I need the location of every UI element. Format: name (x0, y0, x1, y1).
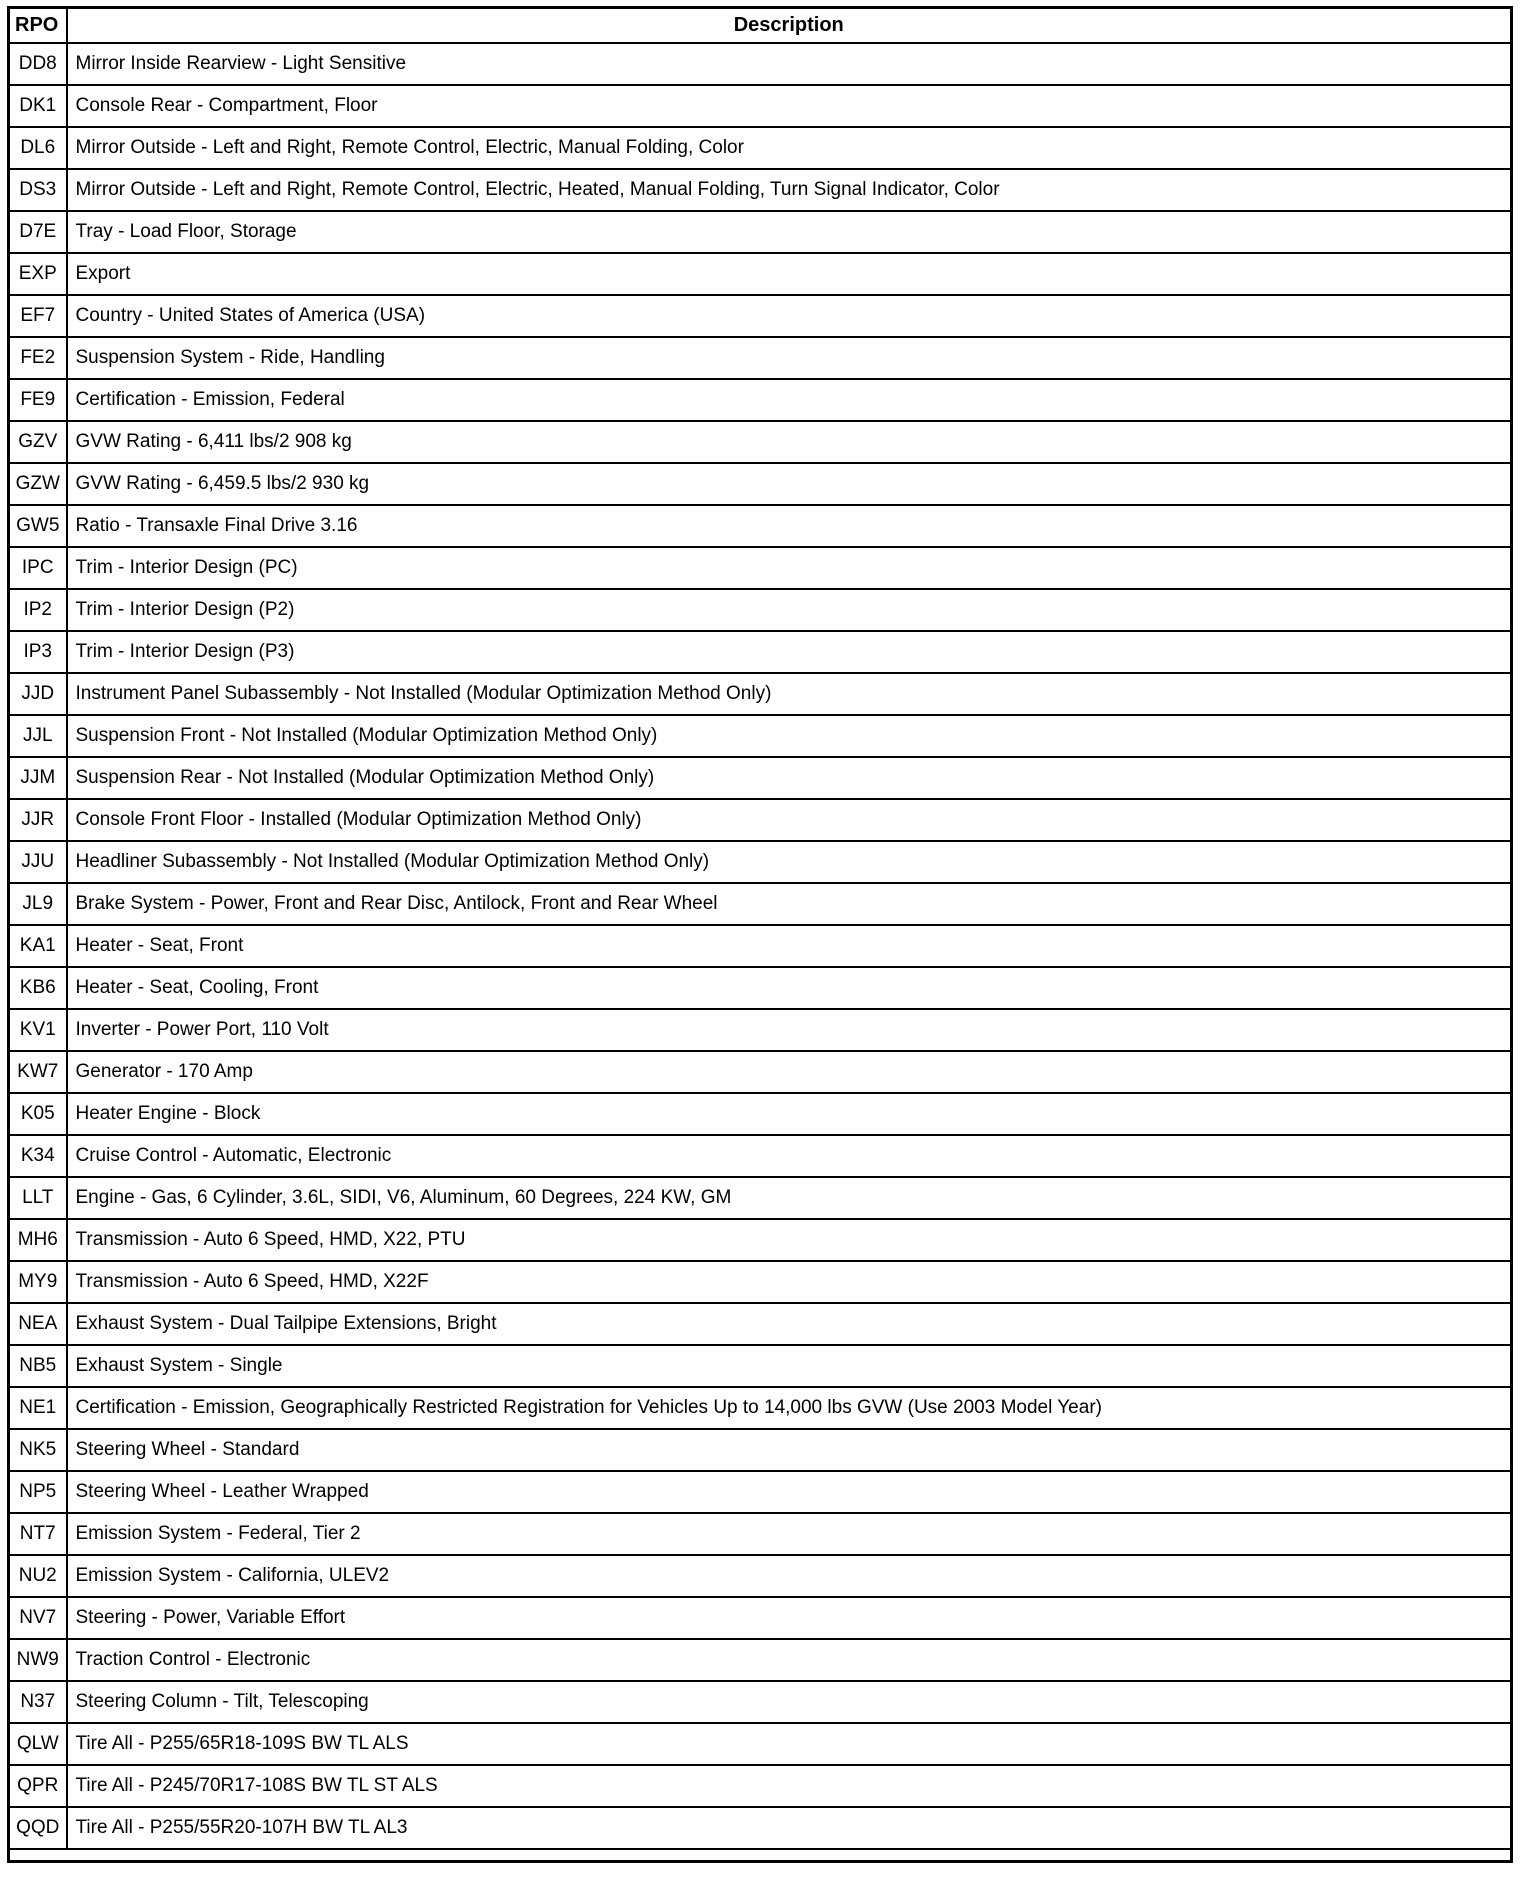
description-cell: Steering Wheel - Standard (67, 1429, 1512, 1471)
description-cell: Tire All - P255/65R18-109S BW TL ALS (67, 1723, 1512, 1765)
rpo-code-cell: DS3 (9, 169, 67, 211)
table-footer (9, 1849, 1512, 1861)
description-cell: Heater Engine - Block (67, 1093, 1512, 1135)
rpo-code-cell: NEA (9, 1303, 67, 1345)
rpo-code-cell: FE2 (9, 337, 67, 379)
description-cell: Transmission - Auto 6 Speed, HMD, X22F (67, 1261, 1512, 1303)
table-row (9, 1051, 1512, 1093)
rpo-code-cell: DD8 (9, 43, 67, 85)
table-row (9, 1303, 1512, 1345)
table-row (9, 757, 1512, 799)
table-row (9, 1261, 1512, 1303)
table-row (9, 1513, 1512, 1555)
description-cell: Headliner Subassembly - Not Installed (Modular Optimization Method Only) (67, 841, 1512, 883)
rpo-code-cell: JJD (9, 673, 67, 715)
description-cell: Tire All - P245/70R17-108S BW TL ST ALS (67, 1765, 1512, 1807)
description-cell: Instrument Panel Subassembly - Not Installed (Modular Optimization Method Only) (67, 673, 1512, 715)
table-row (9, 211, 1512, 253)
table-row (9, 1555, 1512, 1597)
rpo-code-cell: MY9 (9, 1261, 67, 1303)
table-row (9, 1597, 1512, 1639)
table-row (9, 883, 1512, 925)
rpo-code-cell: IP3 (9, 631, 67, 673)
rpo-code-cell: QLW (9, 1723, 67, 1765)
table-row (9, 1429, 1512, 1471)
description-cell: Certification - Emission, Federal (67, 379, 1512, 421)
description-cell: Brake System - Power, Front and Rear Disc, Antilock, Front and Rear Wheel (67, 883, 1512, 925)
table-row (9, 1723, 1512, 1765)
description-cell: Trim - Interior Design (P2) (67, 589, 1512, 631)
table-row (9, 1093, 1512, 1135)
description-cell: Mirror Outside - Left and Right, Remote Control, Electric, Manual Folding, Color (67, 127, 1512, 169)
table-header-row (9, 8, 1512, 44)
description-cell: Console Front Floor - Installed (Modular Optimization Method Only) (67, 799, 1512, 841)
table-row (9, 421, 1512, 463)
description-cell: Steering - Power, Variable Effort (67, 1597, 1512, 1639)
description-cell: Mirror Inside Rearview - Light Sensitive (67, 43, 1512, 85)
description-cell: Ratio - Transaxle Final Drive 3.16 (67, 505, 1512, 547)
table-row (9, 589, 1512, 631)
description-cell: Emission System - California, ULEV2 (67, 1555, 1512, 1597)
rpo-code-cell: IP2 (9, 589, 67, 631)
rpo-code-cell: GZV (9, 421, 67, 463)
table-row (9, 1009, 1512, 1051)
table-row (9, 43, 1512, 85)
rpo-code-cell: NP5 (9, 1471, 67, 1513)
description-cell: Trim - Interior Design (PC) (67, 547, 1512, 589)
table-row (9, 1765, 1512, 1807)
table-row (9, 1177, 1512, 1219)
rpo-code-cell: LLT (9, 1177, 67, 1219)
table-row (9, 127, 1512, 169)
rpo-code-cell: JJM (9, 757, 67, 799)
bottom-spacer-cell (9, 1849, 1512, 1861)
description-cell: GVW Rating - 6,459.5 lbs/2 930 kg (67, 463, 1512, 505)
table-row (9, 463, 1512, 505)
table-row (9, 1639, 1512, 1681)
table-body (9, 43, 1512, 1849)
description-cell: Export (67, 253, 1512, 295)
rpo-code-cell: KV1 (9, 1009, 67, 1051)
table-row (9, 1807, 1512, 1849)
rpo-code-cell: GW5 (9, 505, 67, 547)
rpo-code-cell: NU2 (9, 1555, 67, 1597)
rpo-code-cell: DK1 (9, 85, 67, 127)
description-column-header: Description (67, 8, 1512, 44)
rpo-code-cell: DL6 (9, 127, 67, 169)
description-cell: Suspension System - Ride, Handling (67, 337, 1512, 379)
description-cell: GVW Rating - 6,411 lbs/2 908 kg (67, 421, 1512, 463)
description-cell: Generator - 170 Amp (67, 1051, 1512, 1093)
rpo-code-cell: EF7 (9, 295, 67, 337)
rpo-code-cell: JL9 (9, 883, 67, 925)
description-cell: Inverter - Power Port, 110 Volt (67, 1009, 1512, 1051)
bottom-spacer-row (9, 1849, 1512, 1861)
table-row (9, 169, 1512, 211)
rpo-code-cell: JJL (9, 715, 67, 757)
table-row (9, 85, 1512, 127)
table-row (9, 295, 1512, 337)
table-row (9, 631, 1512, 673)
table-row (9, 673, 1512, 715)
table-row (9, 1387, 1512, 1429)
rpo-code-cell: QPR (9, 1765, 67, 1807)
rpo-code-cell: NE1 (9, 1387, 67, 1429)
description-cell: Suspension Rear - Not Installed (Modular Optimization Method Only) (67, 757, 1512, 799)
rpo-code-cell: EXP (9, 253, 67, 295)
table-row (9, 1681, 1512, 1723)
description-cell: Certification - Emission, Geographically Restricted Registration for Vehicles Up to 14,000 lbs GVW (Use 2003 Model Year) (67, 1387, 1512, 1429)
description-cell: Engine - Gas, 6 Cylinder, 3.6L, SIDI, V6, Aluminum, 60 Degrees, 224 KW, GM (67, 1177, 1512, 1219)
rpo-code-cell: K05 (9, 1093, 67, 1135)
description-cell: Exhaust System - Dual Tailpipe Extensions, Bright (67, 1303, 1512, 1345)
description-cell: Trim - Interior Design (P3) (67, 631, 1512, 673)
description-cell: Emission System - Federal, Tier 2 (67, 1513, 1512, 1555)
description-cell: Transmission - Auto 6 Speed, HMD, X22, PTU (67, 1219, 1512, 1261)
rpo-code-cell: KB6 (9, 967, 67, 1009)
table-row (9, 799, 1512, 841)
description-cell: Exhaust System - Single (67, 1345, 1512, 1387)
description-cell: Mirror Outside - Left and Right, Remote Control, Electric, Heated, Manual Folding, Turn Signal Indicator, Color (67, 169, 1512, 211)
rpo-code-cell: JJU (9, 841, 67, 883)
rpo-code-cell: KW7 (9, 1051, 67, 1093)
description-cell: Tire All - P255/55R20-107H BW TL AL3 (67, 1807, 1512, 1849)
rpo-code-cell: NB5 (9, 1345, 67, 1387)
description-cell: Traction Control - Electronic (67, 1639, 1512, 1681)
table-row (9, 715, 1512, 757)
rpo-code-cell: FE9 (9, 379, 67, 421)
rpo-code-cell: NV7 (9, 1597, 67, 1639)
rpo-code-cell: GZW (9, 463, 67, 505)
table-row (9, 967, 1512, 1009)
rpo-code-cell: KA1 (9, 925, 67, 967)
rpo-code-cell: MH6 (9, 1219, 67, 1261)
rpo-code-cell: K34 (9, 1135, 67, 1177)
table-row (9, 1345, 1512, 1387)
rpo-description-table (7, 6, 1513, 1863)
description-cell: Country - United States of America (USA) (67, 295, 1512, 337)
table-row (9, 253, 1512, 295)
description-cell: Tray - Load Floor, Storage (67, 211, 1512, 253)
table-row (9, 1471, 1512, 1513)
description-cell: Steering Column - Tilt, Telescoping (67, 1681, 1512, 1723)
table-row (9, 925, 1512, 967)
table-row (9, 337, 1512, 379)
table-row (9, 1219, 1512, 1261)
rpo-code-cell: D7E (9, 211, 67, 253)
rpo-code-cell: NK5 (9, 1429, 67, 1471)
rpo-code-cell: NT7 (9, 1513, 67, 1555)
table-row (9, 1135, 1512, 1177)
description-cell: Heater - Seat, Cooling, Front (67, 967, 1512, 1009)
table-row (9, 379, 1512, 421)
description-cell: Steering Wheel - Leather Wrapped (67, 1471, 1512, 1513)
rpo-column-header: RPO (9, 8, 67, 44)
rpo-code-cell: IPC (9, 547, 67, 589)
rpo-code-cell: N37 (9, 1681, 67, 1723)
description-cell: Cruise Control - Automatic, Electronic (67, 1135, 1512, 1177)
rpo-code-cell: QQD (9, 1807, 67, 1849)
rpo-code-cell: NW9 (9, 1639, 67, 1681)
description-cell: Heater - Seat, Front (67, 925, 1512, 967)
table-row (9, 505, 1512, 547)
description-cell: Console Rear - Compartment, Floor (67, 85, 1512, 127)
rpo-code-cell: JJR (9, 799, 67, 841)
description-cell: Suspension Front - Not Installed (Modular Optimization Method Only) (67, 715, 1512, 757)
table-row (9, 841, 1512, 883)
table-row (9, 547, 1512, 589)
